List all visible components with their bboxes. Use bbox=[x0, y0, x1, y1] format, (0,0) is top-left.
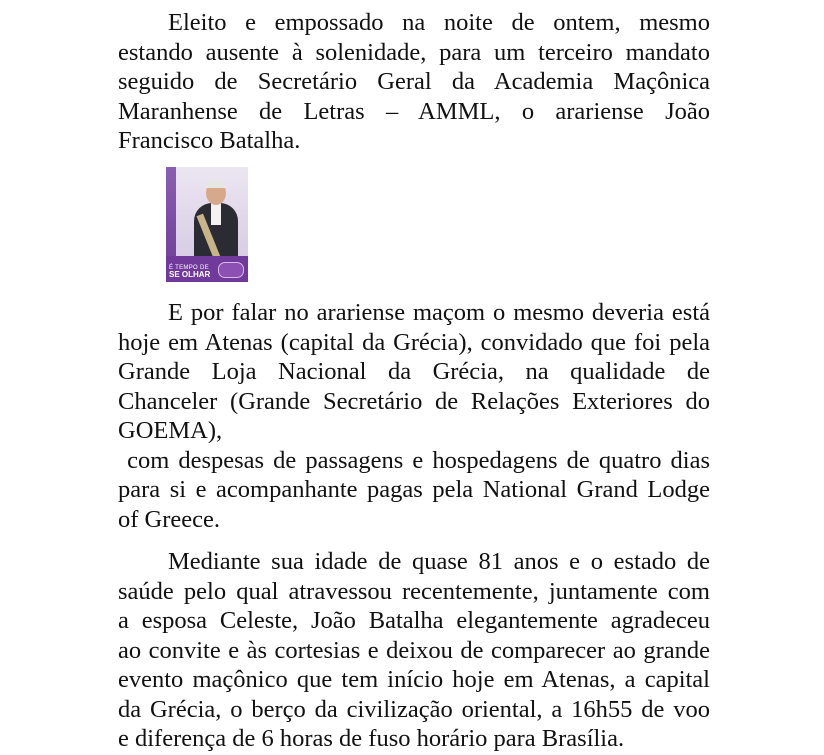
text-line: estando ausente à solenidade, para um terceiro mandato bbox=[118, 38, 710, 66]
photo-person-hair bbox=[206, 179, 226, 188]
paragraph-election bbox=[118, 8, 710, 156]
paragraph-athens-invitation bbox=[118, 298, 710, 534]
photo-slogan-line-2: SE OLHAR bbox=[169, 270, 211, 279]
text-line: Grande Loja Nacional da Grécia, na qualidade de bbox=[118, 358, 710, 385]
photo-slogan-line-1: É TEMPO DE bbox=[169, 265, 209, 271]
text-line: Francisco Batalha. bbox=[118, 127, 301, 154]
text-line: a esposa Celeste, João Batalha elegantemente agradeceu bbox=[118, 607, 710, 634]
text-line: para si e acompanhante pagas pela National Grand Lodge bbox=[118, 476, 710, 503]
text-line: of Greece. bbox=[118, 505, 221, 533]
photo-person-shirt bbox=[211, 203, 221, 225]
text-line: seguido de Secretário Geral da Academia Maçônica bbox=[118, 68, 710, 95]
text-line: Chanceler (Grande Secretário de Relações Exteriores do bbox=[118, 387, 710, 415]
text-line: Eleito e empossado na noite de ontem, mesmo bbox=[168, 9, 710, 36]
text-line: Mediante sua idade de quase 81 anos e o estado de bbox=[168, 548, 710, 575]
portrait-image bbox=[166, 167, 248, 282]
text-line: evento maçônico que tem início hoje em Atenas, a capital bbox=[118, 666, 710, 693]
text-line: e diferença de 6 horas de fuso horário para Brasília. bbox=[118, 725, 625, 752]
paragraph-declined bbox=[118, 547, 710, 754]
text-line: com despesas de passagens e hospedagens de quatro dias bbox=[118, 446, 710, 474]
text-line: saúde pelo qual atravessou recentemente, juntamente com bbox=[118, 577, 710, 605]
text-line: E por falar no arariense maçom o mesmo deveria está bbox=[168, 299, 710, 326]
text-line: Maranhense de Letras – AMML, o arariense João bbox=[118, 97, 710, 125]
portrait-photo bbox=[166, 167, 248, 282]
text-line: hoje em Atenas (capital da Grécia), convidado que foi pela bbox=[118, 328, 710, 356]
text-line: ao convite e às cortesias e deixou de comparecer ao grande bbox=[118, 636, 710, 664]
text-line: GOEMA), bbox=[118, 417, 223, 444]
photo-logo-badge bbox=[218, 262, 244, 278]
text-line: da Grécia, o berço da civilização oriental, a 16h55 de voo bbox=[118, 695, 710, 723]
